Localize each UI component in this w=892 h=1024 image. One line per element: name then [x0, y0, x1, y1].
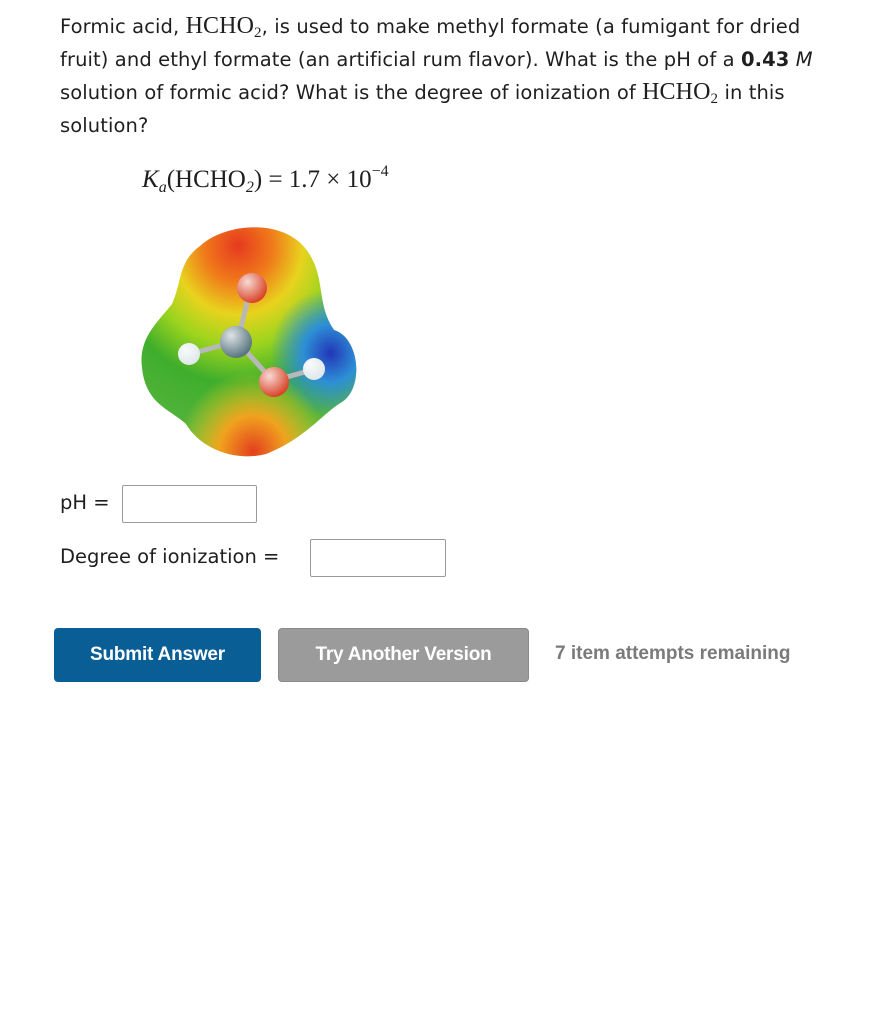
try-another-version-button[interactable]: Try Another Version: [278, 628, 529, 682]
question-text-part: in this solution?: [60, 81, 785, 137]
ka-base: 10: [346, 166, 372, 193]
attempts-remaining-text: 7 item attempts remaining: [555, 643, 791, 664]
formula-subscript: 2: [254, 25, 262, 41]
ph-input[interactable]: [122, 485, 257, 523]
formula-hcho2: [642, 79, 718, 105]
degree-of-ionization-input[interactable]: [310, 539, 446, 577]
question-text-part: Formic acid,: [60, 15, 186, 38]
formula-hcho2: [186, 13, 262, 39]
ka-expression: [142, 163, 389, 196]
question-text-part: , is used to make methyl formate (a fumigant for dried fruit) and ethyl formate (an artificial rum flavor). What is the pH of a: [60, 15, 801, 71]
formula-main: HCHO: [642, 79, 711, 105]
ka-subscript: a: [158, 179, 167, 196]
ka-exponent: −4: [371, 163, 389, 180]
ka-species-subscript: 2: [245, 179, 254, 196]
degree-of-ionization-label: Degree of ionization =: [60, 545, 280, 568]
submit-answer-button[interactable]: Submit Answer: [54, 628, 261, 682]
ka-species-close: ): [253, 166, 263, 193]
ka-mantissa: 1.7: [288, 166, 321, 193]
ka-times: ×: [320, 166, 347, 193]
formic-acid-electrostatic-map-image: [138, 218, 364, 462]
concentration-value: 0.43: [740, 48, 790, 71]
formula-subscript: 2: [710, 91, 719, 107]
question-text: [60, 10, 850, 142]
ka-equals: =: [262, 166, 289, 193]
question-text-part: solution of formic acid? What is the degree of ionization of: [60, 81, 643, 104]
concentration-unit: M: [795, 48, 813, 71]
ka-species: (HCHO: [166, 166, 246, 193]
formula-main: HCHO: [185, 13, 255, 39]
ka-symbol: K: [142, 166, 159, 193]
ph-label: pH =: [60, 491, 110, 514]
